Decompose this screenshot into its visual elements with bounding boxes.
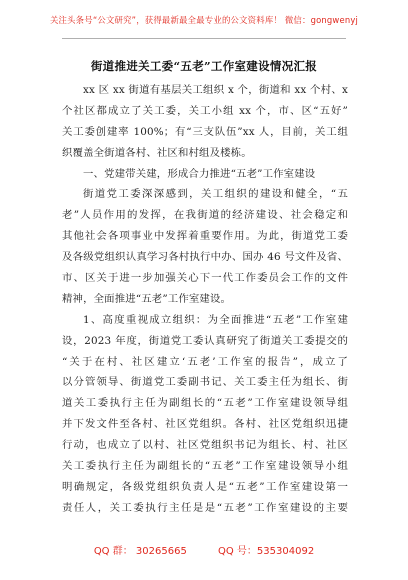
document-title: 街道推进关工委“五老”工作室建设情况汇报 xyxy=(90,59,318,73)
text-line: 及各级党组织认真学习各村执行中办、国办 46 号文件及省、 xyxy=(62,251,348,264)
text-line: 设，2023 年度，街道党工委认真研究了街道关工委提交的 xyxy=(62,334,348,347)
promo-text: 关注头条号“公文研究”，获得最新最全最专业的公文资料库！ 微信：gongwenyj xyxy=(49,15,359,25)
text-line: 精神，全面推进“五老”工作室建设。 xyxy=(62,292,232,305)
text-line: 明确规定，各级党组织负责人是“五老”工作室建设第一 xyxy=(62,480,348,493)
text-line: 一、党建带关建，形成合力推进“五老”工作室建设 xyxy=(83,167,316,180)
text-line: 行动，也成立了以村、社区党组织书记为组长、村、社区 xyxy=(62,439,348,452)
text-line: “关于在村、社区建立‘五老’工作室的报告”，成立了 xyxy=(62,355,348,368)
text-line: 街道党工委深深感到，关工组织的建设和健全，“五 xyxy=(83,188,348,201)
text-line: xx 区 xx 街道有基层关工组织 x 个，街道和 xx 个村、x xyxy=(83,84,348,96)
text-line: 关工委创建率 100%；有“三支队伍”xx 人，目前，关工组 xyxy=(62,125,348,138)
text-line: 个社区都成立了关工委，关工小组 xx 个，市、区“五好” xyxy=(62,104,348,117)
contact-footer xyxy=(0,542,408,557)
text-line: 并下发文件至各村、社区党组织。各村、社区党组织迅捷 xyxy=(62,418,348,431)
text-line: 道关工委执行主任为副组长的“五老”工作室建设领导组 xyxy=(62,397,348,410)
qq-group: QQ 群： 30265665 xyxy=(93,546,187,557)
text-line: 关工委执行主任为副组长的“五老”工作室建设领导小组 xyxy=(62,460,348,473)
text-line: 织覆盖全街道各村、社区和村组及楼栋。 xyxy=(62,146,252,159)
text-line: 市、区关于进一步加强关心下一代工作委员会工作的文件 xyxy=(62,272,348,285)
qq-number: QQ 号：535304092 xyxy=(218,546,315,557)
text-line: 老”人员作用的发挥，在我街道的经济建设、社会稳定和 xyxy=(62,209,348,222)
header-divider xyxy=(62,38,346,39)
text-line: 以分管领导、街道党工委副书记、关工委主任为组长、街 xyxy=(62,376,348,389)
text-line: 责任人，关工委执行主任是是“五老”工作室建设的主要 xyxy=(62,501,348,514)
text-line: 1、高度重视成立组织：为全面推进“五老”工作室建 xyxy=(83,313,348,326)
text-line: 其他社会各项事业中发挥着重要作用。为此，街道党工委 xyxy=(62,230,348,243)
document-body xyxy=(62,80,348,519)
